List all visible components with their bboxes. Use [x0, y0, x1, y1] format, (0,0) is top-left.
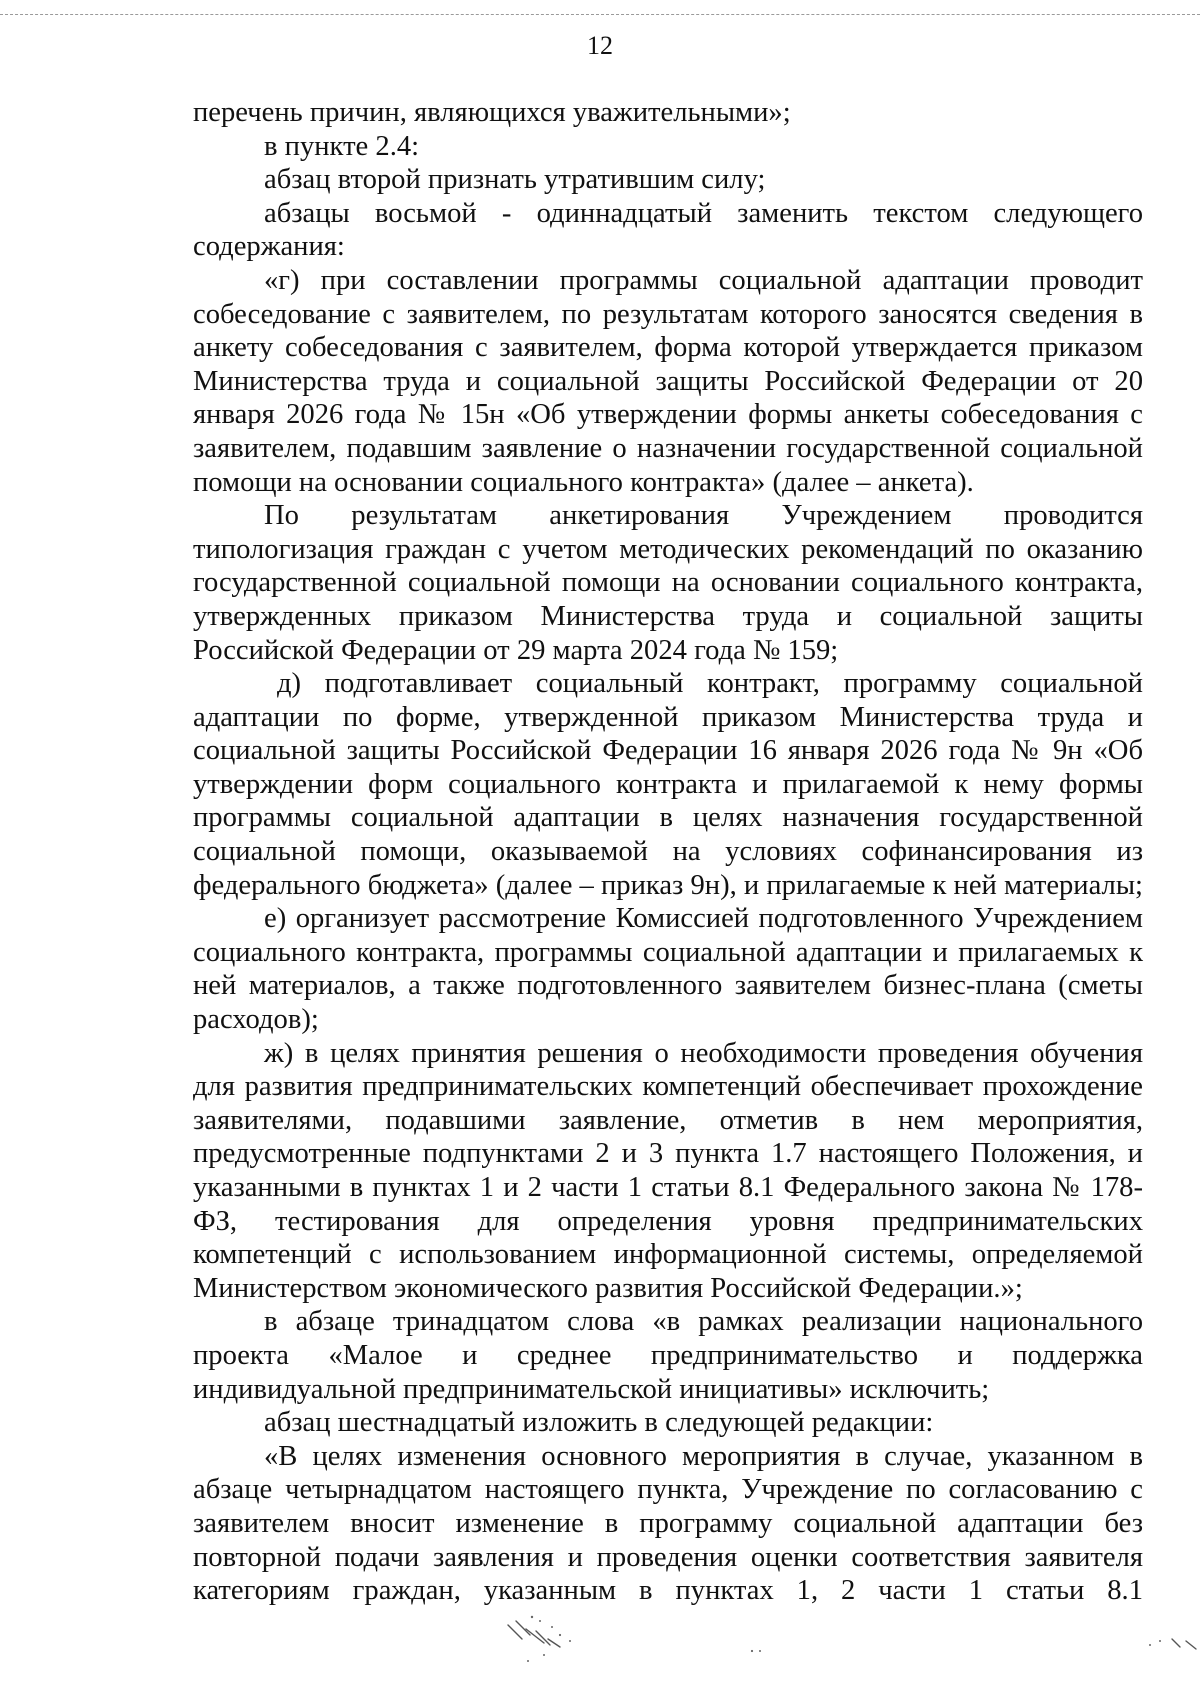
paragraph-thirteenth: в абзаце тринадцатом слова «в рамках реализации национального проекта «Малое и среднее предпринимательство и поддержка индивидуальной предпринимательской инициативы» исключить; [193, 1306, 1143, 1405]
paragraph-item-d: д) подготавливает социальный контракт, программу социальной адаптации по форме, утвержденной приказом Министерства труда и социальной защиты Российской Федерации 16 января 2026 года № 9н «Об утверждении форм социального контракта и прилагаемой к нему формы программы социальной адаптации в целях назначения государственной социальной помощи, оказываемой на условиях софинансирования из федерального бюджета» (далее – приказ 9н), и прилагаемые к ней материалы; [193, 668, 1143, 901]
paragraph-item-g: «г) при составлении программы социальной адаптации проводит собеседование с заявителем, по результатам которого заносятся сведения в анкету собеседования с заявителем, форма которой утверждается приказом Министерства труда и социальной защиты Российской Федерации от 20 января 2026 года № 15н «Об утверждении формы анкеты собеседования с заявителем, подавшим заявление о назначении государственной социальной помощи на основании социального контракта» (далее – анкета). [193, 264, 1143, 498]
paragraph-replace-eighth-eleventh: абзацы восьмой - одиннадцатый заменить текстом следующего содержания: [193, 197, 1143, 263]
scan-specks [0, 1595, 1200, 1675]
paragraph-item-zh: ж) в целях принятия решения о необходимости проведения обучения для развития предпринимательских компетенций обеспечивает прохождение заявителями, подавшими заявление, отметив в нем мероприятия, предусмотренные подпунктами 2 и 3 пункта 1.7 настоящего Положения, и указанными в пунктах 1 и 2 части 1 статьи 8.1 Федерального закона № 178-ФЗ, тестирования для определения уровня предпринимательских компетенций с использованием информационной системы, определяемой Министерством экономического развития Российской Федерации.»; [193, 1037, 1143, 1304]
paragraph-second-abolished: абзац второй признать утратившим силу; [264, 164, 766, 196]
page-number: 12 [587, 31, 613, 60]
paragraph-item-e: е) организует рассмотрение Комиссией подготовленного Учреждением социального контракта, программы социальной адаптации и прилагаемых к ней материалов, а также подготовленного заявителем бизнес-плана (сметы расходов); [193, 903, 1143, 1036]
paragraph-continuation: перечень причин, являющихся уважительными»; [193, 97, 791, 128]
paragraph-sixteenth-text: «В целях изменения основного мероприятия в случае, указанном в абзаце четырнадцатом настоящего пункта, Учреждение по согласованию с заявителем вносит изменение в программу социальной адаптации без повторной подачи заявления и проведения оценки соответствия заявителя категориям граждан, указанным в пунктах 1, 2 части 1 статьи 8.1 [193, 1440, 1143, 1607]
paragraph-typology: По результатам анкетирования Учреждением проводится типологизация граждан с учетом методических рекомендаций по оказанию государственной социальной помощи на основании социального контракта, утвержденных приказом Министерства труда и социальной защиты Российской Федерации от 29 марта 2024 года № 159; [193, 500, 1143, 666]
scan-top-edge [0, 14, 1200, 15]
paragraph-sixteenth-intro: абзац шестнадцатый изложить в следующей редакции: [264, 1407, 934, 1439]
document-body [193, 96, 1143, 1608]
paragraph-point-2-4: в пункте 2.4: [264, 130, 420, 162]
